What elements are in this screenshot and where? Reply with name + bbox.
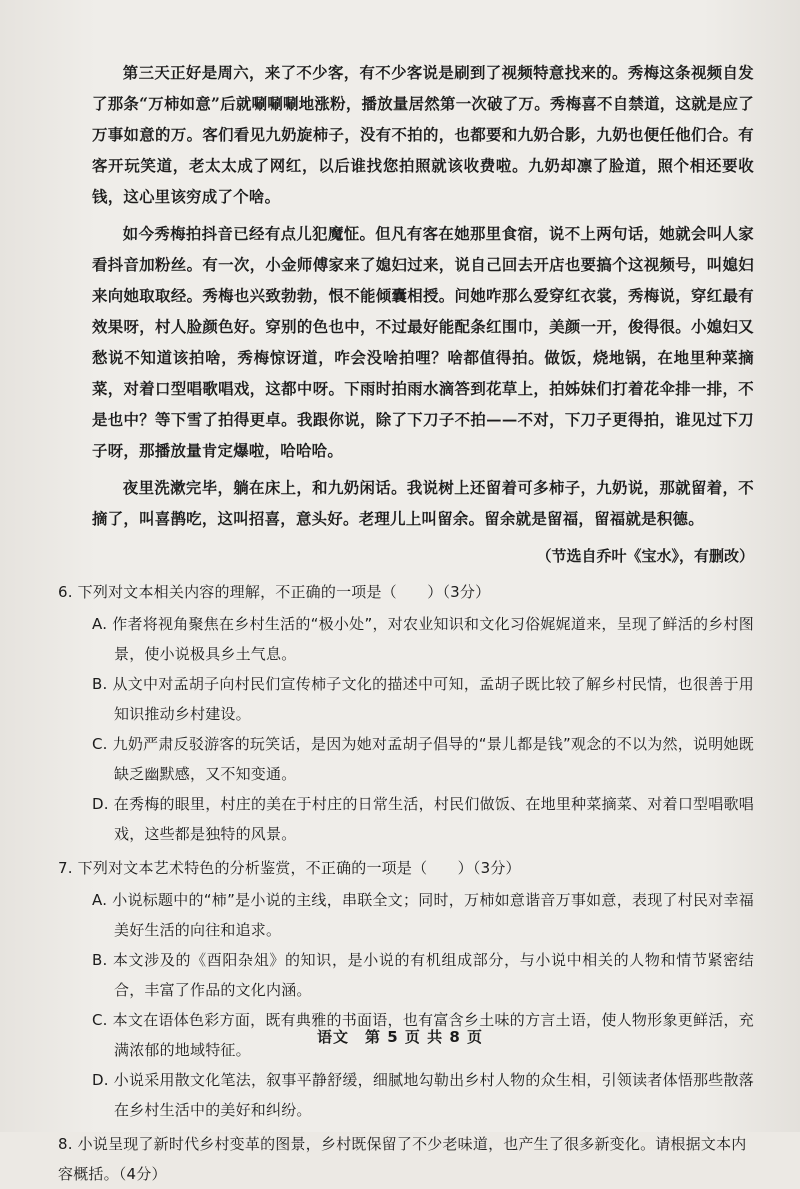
question-stem: 8. 小说呈现了新时代乡村变革的图景，乡村既保留了不少老味道，也产生了很多新变化。请根据文本内容概括。（4分） <box>58 1135 747 1183</box>
question-stem: 7. 下列对文本艺术特色的分析鉴赏，不正确的一项是（ ）（3分） <box>58 859 521 877</box>
passage-paragraph-1: 第三天正好是周六，来了不少客，有不少客说是刷到了视频特意找来的。秀梅这条视频自发了那条“万柿如意”后就唰唰唰地涨粉，播放量居然第一次破了万。秀梅喜不自禁道，这就是应了万事如意的万。客们看见九奶旋柿子，没有不拍的，也都要和九奶合影，九奶也便任他们合。有客开玩笑道，老太太成了网红，以后谁找您拍照就该收费啦。九奶却凛了脸道，照个相还要收钱，这心里该穷成了个啥。 <box>92 64 754 206</box>
option-a: A. 小说标题中的“柿”是小说的主线，串联全文；同时，万柿如意谐音万事如意，表现了村民对幸福美好生活的向往和追求。 <box>92 891 754 939</box>
option-c: C. 九奶严肃反驳游客的玩笑话，是因为她对孟胡子倡导的“景儿都是钱”观念的不以为然，说明她既缺乏幽默感，又不知变通。 <box>92 735 754 783</box>
question-6 <box>58 577 754 849</box>
question-stem: 6. 下列对文本相关内容的理解，不正确的一项是（ ）（3分） <box>58 583 491 601</box>
question-8 <box>58 1129 754 1189</box>
page-footer: 语文 第 5 页 共 8 页 <box>317 1028 483 1046</box>
option-b: B. 本文涉及的《酉阳杂俎》的知识，是小说的有机组成部分，与小说中相关的人物和情节紧密结合，丰富了作品的文化内涵。 <box>92 951 754 999</box>
option-a: A. 作者将视角聚焦在乡村生活的“极小处”，对农业知识和文化习俗娓娓道来，呈现了鲜活的乡村图景，使小说极具乡土气息。 <box>92 615 754 663</box>
option-d: D. 在秀梅的眼里，村庄的美在于村庄的日常生活，村民们做饭、在地里种菜摘菜、对着口型唱歌唱戏，这些都是独特的风景。 <box>92 795 754 843</box>
passage-source: （节选自乔叶《宝水》，有删改） <box>536 547 754 565</box>
passage-paragraph-3: 夜里洗漱完毕，躺在床上，和九奶闲话。我说树上还留着可多柿子，九奶说，那就留着，不摘了，叫喜鹊吃，这叫招喜，意头好。老理儿上叫留余。留余就是留福，留福就是积德。 <box>92 479 754 528</box>
option-list <box>92 885 754 1125</box>
option-d: D. 小说采用散文化笔法，叙事平静舒缓，细腻地勾勒出乡村人物的众生相，引领读者体悟那些散落在乡村生活中的美好和纠纷。 <box>92 1071 754 1119</box>
question-7 <box>58 853 754 1125</box>
passage-paragraph-2: 如今秀梅拍抖音已经有点儿犯魔怔。但凡有客在她那里食宿，说不上两句话，她就会叫人家看抖音加粉丝。有一次，小金师傅家来了媳妇过来，说自己回去开店也要搞个这视频号，叫媳妇来向她取取经。秀梅也兴致勃勃，恨不能倾囊相授。问她咋那么爱穿红衣裳，秀梅说，穿红最有效果呀，村人脸颜色好。穿别的色也中，不过最好能配条红围巾，美颜一开，俊得很。小媳妇又愁说不知道该拍啥，秀梅惊讶道，咋会没啥拍哩？啥都值得拍。做饭，烧地锅，在地里种菜摘菜，对着口型唱歌唱戏，这都中呀。下雨时拍雨水滴答到花草上，拍姊妹们打着花伞排一排，不是也中？等下雪了拍得更卓。我跟你说，除了下刀子不拍——不对，下刀子更得拍，谁见过下刀子呀，那播放量肯定爆啦，哈哈哈。 <box>92 225 754 460</box>
option-c: C. 本文在语体色彩方面，既有典雅的书面语，也有富含乡土味的方言土语，使人物形象更鲜活，充满浓郁的地域特征。 <box>92 1011 754 1059</box>
option-b: B. 从文中对孟胡子向村民们宣传柿子文化的描述中可知，孟胡子既比较了解乡村民情，也很善于用知识推动乡村建设。 <box>92 675 754 723</box>
option-list <box>92 609 754 849</box>
reading-passage <box>92 58 754 571</box>
